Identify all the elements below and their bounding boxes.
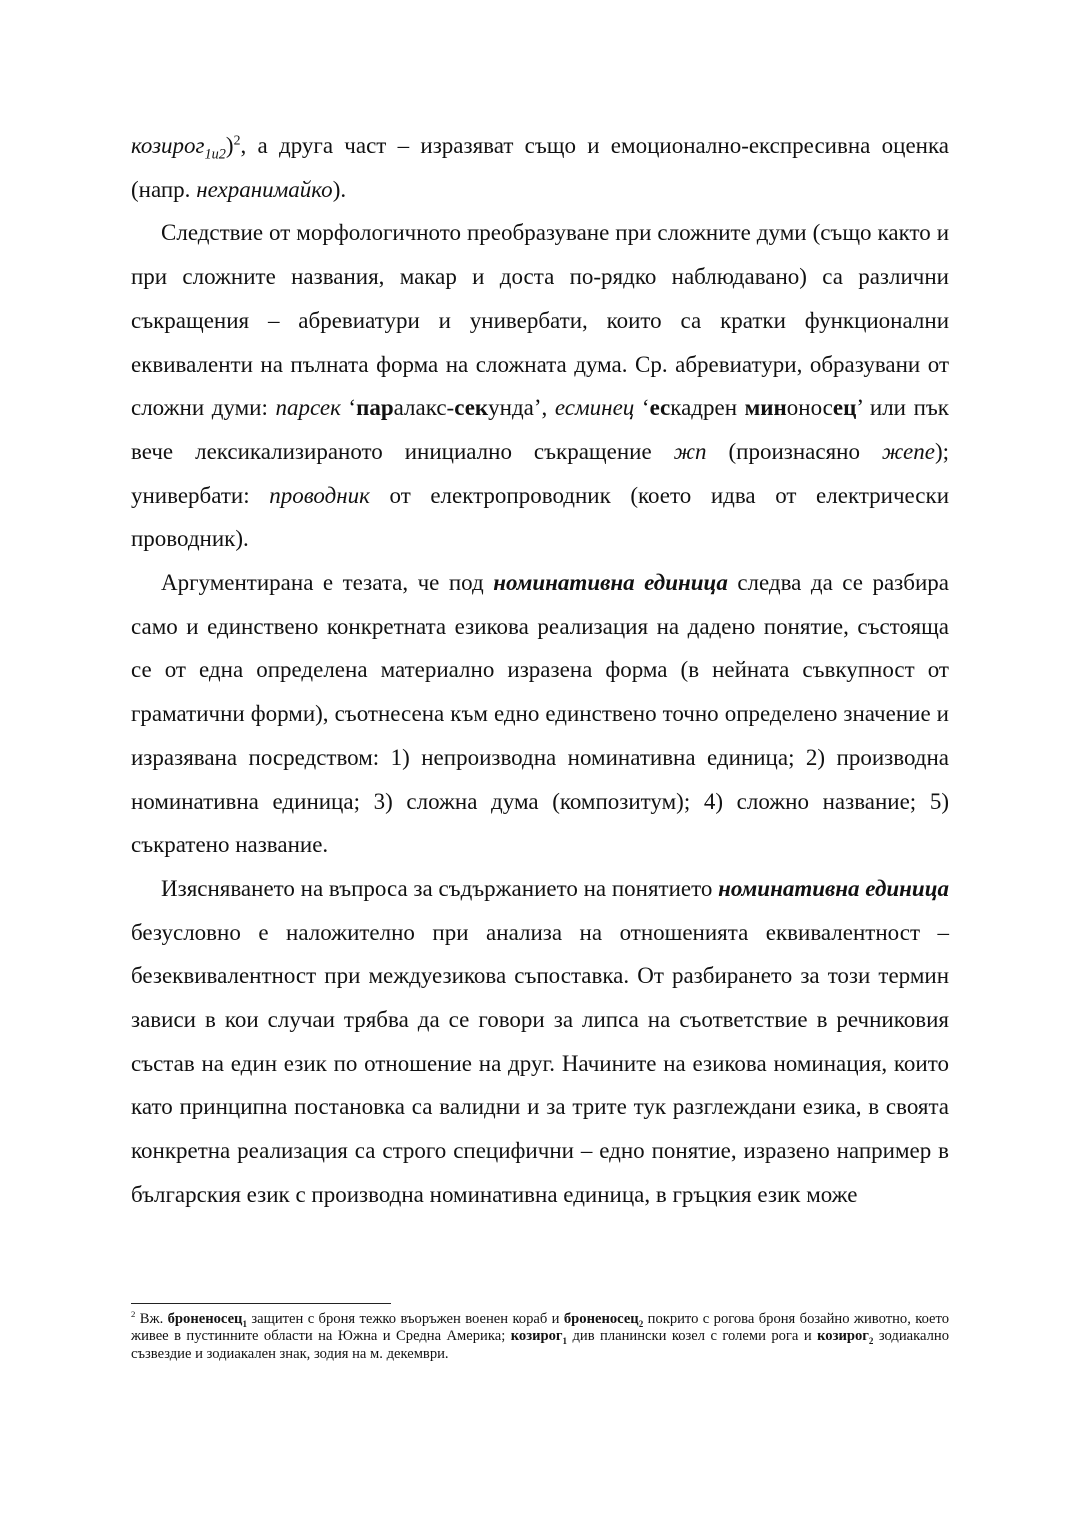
- bold-term: [564, 1311, 643, 1327]
- bold-term: [168, 1311, 247, 1327]
- text-run: следва да се разбира само и единствено конкретната езикова реализация на дадено понятие, състояща се от една определена материално изразена форма (в нейната съвкупност от граматични форми), съотнесена към едно единствено точно определено значение и изразявана посредством: 1) непроизводна номинативна единица; 2) производна номинативна единица; 3) сложна дума (композитум); 4) сложно название; 5) съкратено название.: [131, 570, 949, 858]
- bold-fragment: мин: [744, 395, 787, 421]
- bold-fragment: пар: [356, 395, 394, 421]
- term-text: броненосец: [563, 1311, 639, 1327]
- paragraph-2: [131, 211, 949, 561]
- footnote: [131, 1311, 949, 1363]
- text-run: ‘: [340, 395, 357, 421]
- footnote-number: 2: [131, 1309, 136, 1320]
- bold-fragment: сек: [454, 395, 489, 421]
- text-run: кадрен: [670, 395, 745, 421]
- term-subscript: 2: [638, 1318, 644, 1329]
- key-term: номинативна единица: [493, 570, 728, 596]
- term-subscript: 1: [562, 1336, 568, 1347]
- term-subscript: 1: [242, 1318, 247, 1329]
- bold-term: [510, 1328, 568, 1347]
- text-run: унда’,: [488, 395, 555, 421]
- text-run: Вж.: [135, 1311, 168, 1327]
- text-run: ): [225, 133, 234, 158]
- term-text: козирог: [817, 1328, 869, 1345]
- text-run: див планински козел с големи рога и: [567, 1328, 818, 1345]
- text-run: Аргументирана е тезата, че под: [161, 570, 494, 596]
- term-text: козирог: [510, 1328, 563, 1345]
- term-text: козирог: [131, 133, 205, 158]
- term-subscript: 1и2: [204, 146, 226, 163]
- example-word: жепе: [881, 438, 935, 464]
- text-run: (произнасяно: [706, 438, 882, 464]
- text-run: ).: [332, 176, 347, 202]
- text-run: Изясняването на въпроса за съдържанието на понятието: [161, 875, 719, 901]
- key-term: номинативна единица: [718, 875, 950, 901]
- footnote-separator: [131, 1303, 391, 1304]
- text-run: зодиакално съзвездие и зодиакален знак, зодия на м. декември.: [131, 1328, 950, 1362]
- text-run: защитен с броня тежко въоръжен военен кораб и: [246, 1311, 564, 1327]
- paragraph-3: [131, 561, 949, 867]
- bold-term: [817, 1328, 874, 1347]
- text-run: покрито с рогова броня бозайно животно, което живее в пустинните области на Южна и Средна Америка;: [131, 1311, 950, 1345]
- example-word: есминец: [554, 395, 635, 421]
- example-word: жп: [673, 438, 707, 464]
- text-run: онос: [786, 395, 833, 421]
- text-run: от електропроводник (което идва от електрически проводник).: [131, 482, 950, 552]
- text-run: , а друга част – изразяват също и емоционално-експресивна оценка (напр.: [131, 133, 949, 202]
- text-run: ); универбати:: [131, 438, 949, 508]
- text-run: безусловно е наложително при анализа на отношенията еквивалентност – безеквивалентност при междуезикова съпоставка. От разбирането за този термин зависи в кои случаи трябва да се говори за липса на съответствие в речниковия състав на един език по отношение на друг. Начините на езикова номинация, които като принципна постановка са валидни и за трите тук разглеждани езика, в своята конкретна реализация са строго специфични – едно понятие, изразено например в българския език с производна номинативна единица, в гръцкия език може: [131, 919, 949, 1207]
- text-run: Следствие от морфологичното преобразуване при сложните думи (също както и при сложните названия, макар и доста по-рядко наблюдавано) са различни съкращения – абревиатури и универбати, които са кратки функционални еквиваленти на пълната форма на сложната дума. Ср. абревиатури, образувани от сложни думи:: [131, 220, 949, 421]
- paragraph-1: [131, 124, 949, 211]
- bold-fragment: ец: [832, 395, 857, 421]
- document-body: [131, 124, 949, 1217]
- term-kozirog: [131, 133, 226, 163]
- text-run: ‘: [634, 395, 650, 421]
- example-word: проводник: [269, 482, 370, 508]
- example-word: парсек: [275, 395, 341, 421]
- text-run: алакс-: [393, 395, 455, 421]
- footnote-reference[interactable]: 2: [233, 132, 241, 148]
- term-subscript: 2: [868, 1336, 874, 1347]
- text-run: ’ или пък вече лексикализираното инициално съкращение: [131, 395, 949, 464]
- bold-fragment: ес: [649, 395, 671, 421]
- example-word: нехранимайко: [196, 176, 333, 202]
- paragraph-4: [131, 867, 949, 1217]
- term-text: броненосец: [167, 1311, 243, 1327]
